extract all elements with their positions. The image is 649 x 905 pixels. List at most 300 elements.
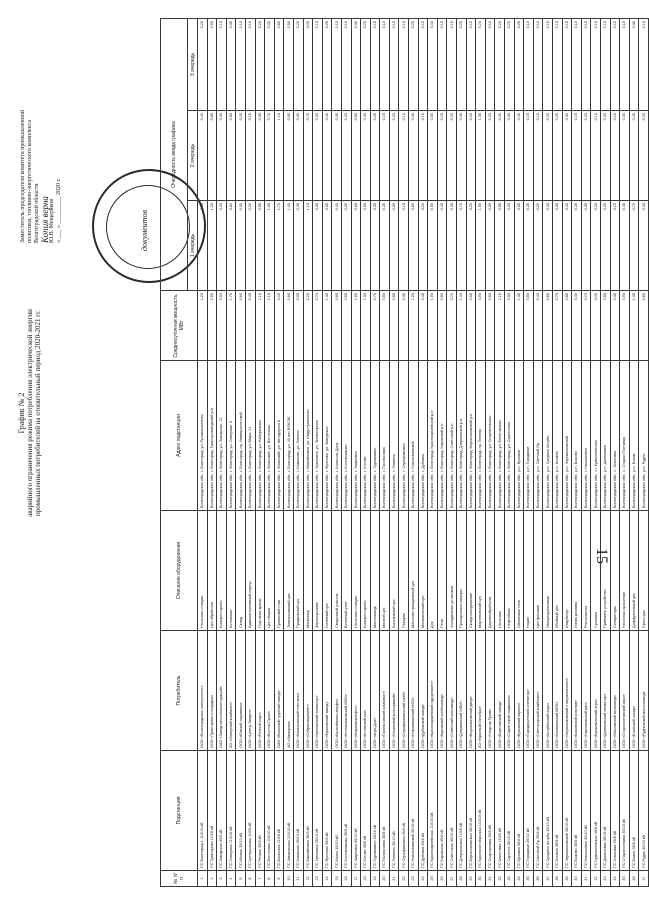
- table-cell: Зерносушилка: [313, 511, 323, 631]
- table-header-row: [161, 18, 188, 886]
- table-row: [562, 18, 572, 886]
- table-cell: 0.20: [600, 111, 610, 201]
- table-cell: 18: [361, 871, 371, 887]
- table-cell: Цех сборки: [265, 511, 275, 631]
- table-cell: 0.40: [322, 111, 332, 201]
- table-row: [236, 18, 246, 886]
- table-cell: 0.75: [370, 291, 380, 361]
- table-cell: Волгоградская обл., г. Волгоград, ул. Заводская, 12: [217, 361, 227, 511]
- table-cell: 0.20: [341, 111, 351, 201]
- table-cell: 0.15: [543, 18, 553, 110]
- table-row: [437, 18, 447, 886]
- table-row: [313, 18, 323, 886]
- table-cell: Волгоградская обл., г. Волгоград, Тракторозаводский р-н: [207, 361, 217, 511]
- table-cell: 0.70: [581, 291, 591, 361]
- table-cell: 0.45: [629, 111, 639, 201]
- table-cell: Волгоградская обл., г. Фролово, ул. Заводская: [322, 361, 332, 511]
- table-cell: 0.20: [361, 18, 371, 110]
- table-row: [409, 18, 419, 886]
- table-cell: Волгоградская обл., г. Палласовка: [380, 361, 390, 511]
- table-cell: Волгоградская обл., г. Николаевск: [581, 361, 591, 511]
- table-cell: 0.70: [313, 291, 323, 361]
- table-cell: ПС Светлый Яр 35/6 кВ: [533, 751, 543, 871]
- table-row: [389, 18, 399, 886]
- table-cell: ООО «Центр-Энерго»: [245, 631, 255, 751]
- table-cell: ООО «Иловлинский МПК»: [552, 631, 562, 751]
- table-cell: 37: [543, 871, 553, 887]
- table-cell: ООО «Ленинский консервный»: [389, 631, 399, 751]
- table-cell: 0.15: [447, 18, 457, 110]
- table-cell: 0.10: [639, 18, 649, 110]
- table-cell: ПС Восточная 110/10 кВ: [265, 751, 275, 871]
- table-cell: 0.15: [418, 111, 428, 201]
- table-row: [380, 18, 390, 886]
- table-cell: Волгоградская обл., г. Волгоград, ул. Промышленная: [198, 361, 208, 511]
- table-cell: Волгоградская обл., р.п. Иловля: [552, 361, 562, 511]
- table-cell: 0.50: [351, 111, 361, 201]
- approval-line-5: « ___ » _________ 2020 г.: [56, 178, 63, 243]
- table-row: [524, 18, 534, 886]
- table-cell: ООО «Спартак-Пром»: [485, 631, 495, 751]
- table-cell: 0.35: [313, 201, 323, 291]
- table-row: [600, 18, 610, 886]
- table-cell: Волгоградская обл., р.п. Даниловка: [600, 361, 610, 511]
- table-cell: 0.20: [447, 111, 457, 201]
- table-cell: ООО «Городищенский элеватор»: [524, 631, 534, 751]
- table-cell: Волгоградская обл., г. Ленинск: [389, 361, 399, 511]
- table-cell: 1.40: [457, 291, 467, 361]
- table-cell: ООО «Советский молзавод»: [447, 631, 457, 751]
- table-cell: 0.45: [514, 111, 524, 201]
- table-cell: ООО «Урюпинский элеватор»: [313, 631, 323, 751]
- header-address: Адрес подстанции: [161, 361, 198, 511]
- table-cell: Волгоградская обл., г. Волгоград, Дзержинский р-н: [457, 361, 467, 511]
- table-cell: 0.50: [361, 201, 371, 291]
- table-cell: ПС Серафимович 35/6 кВ: [399, 751, 409, 871]
- table-cell: 1.40: [284, 201, 294, 291]
- table-cell: ПС Волжская 110/6 кВ: [274, 751, 284, 871]
- table-cell: Компрессорная: [217, 511, 227, 631]
- table-cell: ООО «Старополтавский агро»: [620, 631, 630, 751]
- table-cell: ПС Рудня 35/10 кВ: [639, 751, 649, 871]
- table-cell: Насосная: [495, 511, 505, 631]
- table-cell: 1.05: [361, 291, 371, 361]
- table-cell: 1: [198, 871, 208, 887]
- table-cell: 0.45: [572, 291, 582, 361]
- table-cell: Волгоградская обл., г. Суровикино: [370, 361, 380, 511]
- table-cell: Волгоградская обл., г. Калач-на-Дону: [332, 361, 342, 511]
- table-row: [543, 18, 553, 886]
- table-cell: 0.15: [552, 18, 562, 110]
- table-cell: 0.15: [370, 18, 380, 110]
- table-cell: ООО «Волгоградская электросеть»: [198, 631, 208, 751]
- table-cell: 0.15: [620, 18, 630, 110]
- table-cell: 19: [370, 871, 380, 887]
- table-cell: 0.25: [524, 201, 534, 291]
- table-cell: 0.35: [581, 201, 591, 291]
- table-cell: ООО «Себряковцемент»: [303, 631, 313, 751]
- table-cell: 5: [236, 871, 246, 887]
- table-cell: 0.95: [293, 291, 303, 361]
- table-cell: 43: [600, 871, 610, 887]
- table-cell: ООО «Руднянский маслозавод»: [639, 631, 649, 751]
- table-cell: 0.40: [437, 201, 447, 291]
- table-cell: Сушилка: [591, 511, 601, 631]
- table-cell: Волгоградская обл., ст. Кумылженская: [591, 361, 601, 511]
- table-cell: 27: [447, 871, 457, 887]
- table-cell: 0.30: [505, 111, 515, 201]
- table-cell: 0.10: [591, 18, 601, 110]
- table-cell: ООО «Сарептский терминал»: [505, 631, 515, 751]
- table-cell: ПС Северная 110/10 кВ: [226, 751, 236, 871]
- table-cell: 13: [313, 871, 323, 887]
- table-cell: Механический цех: [418, 511, 428, 631]
- table-cell: Компрессорная: [361, 511, 371, 631]
- table-cell: 0.25: [457, 18, 467, 110]
- table-row: [198, 18, 208, 886]
- table-cell: Волгоградская обл., р.п. Городище: [524, 361, 534, 511]
- table-cell: 29: [466, 871, 476, 887]
- table-cell: ПС Котельниково 35/6 кВ: [341, 751, 351, 871]
- table-cell: 0.15: [572, 111, 582, 201]
- table-cell: Котельная: [226, 511, 236, 631]
- table-cell: 0.40: [428, 18, 438, 110]
- table-cell: 0.55: [600, 291, 610, 361]
- table-cell: Насосная орошения: [620, 511, 630, 631]
- header-q1: 1 очередь: [188, 201, 198, 291]
- header-queue: Очерёдность ввода графика: [161, 18, 188, 290]
- table-cell: ООО «Калачёвская верфь»: [332, 631, 342, 751]
- table-cell: 21: [389, 871, 399, 887]
- table-cell: Волгоградская обл., р.п. Елань: [629, 361, 639, 511]
- table-cell: 0.45: [245, 291, 255, 361]
- table-cell: Волгоградская обл., г. Жирновск: [351, 361, 361, 511]
- table-cell: Литейный цех: [322, 511, 332, 631]
- table-cell: 0.35: [552, 201, 562, 291]
- table-cell: 0.35: [370, 201, 380, 291]
- table-cell: 0.60: [198, 201, 208, 291]
- table-cell: 2.10: [265, 291, 275, 361]
- table-cell: 0.70: [476, 18, 486, 110]
- table-cell: 0.35: [399, 291, 409, 361]
- title-line-2: аварийного ограничения режима потребления электрической энергии: [26, 309, 34, 517]
- table-cell: ПС Старополтавка 35/10 кВ: [620, 751, 630, 871]
- table-cell: ПС Кумылженская 35/6 кВ: [591, 751, 601, 871]
- table-cell: Склад: [236, 511, 246, 631]
- table-cell: ПС Калач 35/10 кВ: [332, 751, 342, 871]
- table-cell: Печи: [437, 511, 447, 631]
- table-cell: Волгоградская обл., р.п. Рудня: [639, 361, 649, 511]
- table-cell: 0.30: [389, 201, 399, 291]
- table-cell: ПС Краснооктябрьская 110/10 кВ: [476, 751, 486, 871]
- table-cell: 0.25: [437, 111, 447, 201]
- table-body: [198, 18, 649, 886]
- table-cell: 0.15: [380, 111, 390, 201]
- table-cell: ПС Кировская 35/6 кВ: [437, 751, 447, 871]
- table-row: [418, 18, 428, 886]
- table-row: [572, 18, 582, 886]
- table-cell: 0.85: [562, 291, 572, 361]
- table-cell: 1.00: [265, 201, 275, 291]
- table-cell: 0.30: [629, 18, 639, 110]
- table-cell: 0.45: [457, 111, 467, 201]
- table-cell: ПС Ворошиловская 35/10 кВ: [466, 751, 476, 871]
- table-cell: 0.80: [437, 291, 447, 361]
- table-cell: 0.55: [495, 201, 505, 291]
- table-cell: 15: [332, 871, 342, 887]
- table-cell: 0.20: [198, 18, 208, 110]
- table-cell: 0.30: [217, 111, 227, 201]
- table-cell: ПС Дубовка 35/6 кВ: [418, 751, 428, 871]
- table-cell: 0.20: [418, 201, 428, 291]
- table-cell: 0.20: [591, 201, 601, 291]
- table-cell: ПС Суровикино 35/10 кВ: [370, 751, 380, 871]
- table-cell: 0.50: [524, 291, 534, 361]
- table-cell: 1.45: [629, 291, 639, 361]
- table-cell: 0.35: [447, 201, 457, 291]
- table-cell: Волгоградская обл., г. Урюпинск, ул. Элеваторная: [313, 361, 323, 511]
- page-number: 15: [593, 548, 610, 564]
- table-row: [303, 18, 313, 886]
- table-cell: Мартеновский цех: [476, 511, 486, 631]
- table-row: [514, 18, 524, 886]
- table-cell: ООО «Красноармейский судоремонт»: [428, 631, 438, 751]
- table-cell: 1.30: [322, 291, 332, 361]
- table-cell: 14: [322, 871, 332, 887]
- table-cell: 0.10: [341, 18, 351, 110]
- table-cell: Волгоградская обл., р.п. Светлый Яр: [533, 361, 543, 511]
- table-cell: 0.30: [639, 201, 649, 291]
- table-cell: 0.40: [303, 18, 313, 110]
- table-cell: ООО «Речной порт»: [255, 631, 265, 751]
- table-cell: Волгоградская обл., р.п. Ерзовка: [514, 361, 524, 511]
- table-cell: ООО «Быковский консерв»: [572, 631, 582, 751]
- table-row: [591, 18, 601, 886]
- table-row: [226, 18, 236, 886]
- table-cell: Склад-холодильник: [466, 511, 476, 631]
- table-cell: 0.80: [226, 201, 236, 291]
- table-cell: Рисоочистка: [581, 511, 591, 631]
- table-cell: Волгоградская обл., г. Волжский, ул. Автодорога 6: [274, 361, 284, 511]
- header-center: Подстанция: [161, 751, 198, 871]
- table-cell: Цех фасовки: [533, 511, 543, 631]
- table-cell: ПС Михайловка 35/6 кВ: [303, 751, 313, 871]
- table-row: [332, 18, 342, 886]
- table-cell: Нория: [524, 511, 534, 631]
- table-cell: Волгоградская обл., с. Старая Полтавка: [620, 361, 630, 511]
- table-cell: ООО «Котельниковский ЖБИ»: [341, 631, 351, 751]
- table-cell: 0.20: [543, 111, 553, 201]
- table-row: [533, 18, 543, 886]
- table-cell: 1.75: [226, 291, 236, 361]
- table-cell: ПС Тракторная 110/6 кВ: [207, 751, 217, 871]
- table-row: [322, 18, 332, 886]
- table-row: [207, 18, 217, 886]
- table-cell: ООО «Тракторная площадка»: [207, 631, 217, 751]
- table-cell: 0.20: [533, 201, 543, 291]
- approval-line-3: Волгоградской области: [34, 183, 41, 243]
- table-cell: 0.10: [418, 18, 428, 110]
- table-cell: ООО «Фроловский завод»: [322, 631, 332, 751]
- table-cell: 0.10: [245, 18, 255, 110]
- table-row: [447, 18, 457, 886]
- table-cell: 0.30: [485, 201, 495, 291]
- table-row: [495, 18, 505, 886]
- table-cell: 1.20: [198, 291, 208, 361]
- table-cell: 0.10: [610, 18, 620, 110]
- table-cell: 0.40: [332, 201, 342, 291]
- table-cell: 0.55: [466, 291, 476, 361]
- table-row: [476, 18, 486, 886]
- table-cell: 0.50: [207, 18, 217, 110]
- table-cell: 0.45: [418, 291, 428, 361]
- table-cell: 0.40: [533, 291, 543, 361]
- table-cell: АО «Химпром»: [284, 631, 294, 751]
- table-cell: 0.70: [447, 291, 457, 361]
- table-row: [245, 18, 255, 886]
- table-cell: 1.30: [476, 111, 486, 201]
- table-cell: 1.20: [207, 201, 217, 291]
- table-cell: 3.40: [274, 291, 284, 361]
- table-cell: 0.25: [600, 201, 610, 291]
- table-cell: Волгоградская обл., г. Котельниково: [341, 361, 351, 511]
- approval-signature: Копия верна: [39, 196, 50, 243]
- table-row: [265, 18, 275, 886]
- table-cell: 38: [552, 871, 562, 887]
- table-cell: 0.20: [485, 111, 495, 201]
- table-cell: 2.50: [207, 291, 217, 361]
- table-cell: 0.10: [610, 111, 620, 201]
- table-cell: 0.10: [591, 111, 601, 201]
- table-cell: 9: [274, 871, 284, 887]
- table-cell: Волгоградская обл., р.п. Быково: [572, 361, 582, 511]
- table-row: [293, 18, 303, 886]
- table-cell: Маслоэкстракционный цех: [409, 511, 419, 631]
- table-cell: ПС Фролово 35/6 кВ: [322, 751, 332, 871]
- table-cell: 0.25: [370, 111, 380, 201]
- table-cell: 1.10: [274, 111, 284, 201]
- table-cell: Нефтебаза: [505, 511, 515, 631]
- table-cell: 0.70: [629, 201, 639, 291]
- table-cell: 0.60: [274, 18, 284, 110]
- table-cell: ПС Палласовка 35/6 кВ: [380, 751, 390, 871]
- table-cell: 0.80: [207, 111, 217, 201]
- table-cell: 0.20: [505, 18, 515, 110]
- table-cell: 0.15: [313, 18, 323, 110]
- table-row: [351, 18, 361, 886]
- table-row: [466, 18, 476, 886]
- table-cell: 0.60: [226, 111, 236, 201]
- table-cell: ООО «Ольховский молзавод»: [610, 631, 620, 751]
- table-cell: 32: [495, 871, 505, 887]
- table-cell: ОАО «Волжский трубный завод»: [274, 631, 284, 751]
- table-cell: Овощехранилище: [543, 511, 553, 631]
- table-cell: ООО «Светлоярский комбинат»: [533, 631, 543, 751]
- table-cell: 1.15: [495, 291, 505, 361]
- table-cell: Волгоградская обл., г. Волгоград, пр. Университетский: [236, 361, 246, 511]
- table-cell: Волгоградская обл., г. Волгоград, ул. Бекетовская: [495, 361, 505, 511]
- table-cell: 0.40: [409, 111, 419, 201]
- table-cell: 17: [351, 871, 361, 887]
- table-cell: Пекарня: [399, 511, 409, 631]
- table-cell: ПС Южная 35/10 кВ: [236, 751, 246, 871]
- table-cell: Волгоградская обл., р.п. Чернышковский: [562, 361, 572, 511]
- table-cell: Волгоградская обл., г. Новоаннинский: [409, 361, 419, 511]
- table-cell: ООО «Серафимовичский хлеб»: [399, 631, 409, 751]
- table-cell: 0.25: [514, 18, 524, 110]
- table-cell: 0.15: [245, 111, 255, 201]
- table-row: [581, 18, 591, 886]
- table-cell: 0.20: [389, 111, 399, 201]
- table-cell: 0.10: [466, 18, 476, 110]
- table-cell: 20: [380, 871, 390, 887]
- table-cell: ПС Ольховка 35/6 кВ: [610, 751, 620, 871]
- table-cell: 0.10: [533, 18, 543, 110]
- table-cell: 1.60: [351, 291, 361, 361]
- table-cell: 41: [581, 871, 591, 887]
- table-cell: Мясной цех: [380, 511, 390, 631]
- approval-line-2: политики, топливно-энергетического комплекса: [27, 120, 34, 243]
- table-cell: Диффузионный цех: [629, 511, 639, 631]
- table-cell: 0.40: [562, 201, 572, 291]
- table-cell: 0.15: [562, 18, 572, 110]
- table-row: [370, 18, 380, 886]
- table-cell: Холодильная установка: [447, 511, 457, 631]
- table-cell: 16: [341, 871, 351, 887]
- table-cell: 25: [428, 871, 438, 887]
- table-row: [639, 18, 649, 886]
- table-cell: 30: [476, 871, 486, 887]
- table-cell: 0.30: [351, 18, 361, 110]
- table-cell: Инкубатор: [562, 511, 572, 631]
- table-row: [505, 18, 515, 886]
- table-cell: 45: [620, 871, 630, 887]
- header-q2: 2 очередь: [188, 111, 198, 201]
- table-cell: АО «Северный комбинат»: [226, 631, 236, 751]
- table-cell: Маслозавод: [370, 511, 380, 631]
- table-cell: 0.45: [293, 201, 303, 291]
- table-cell: 0.85: [332, 291, 342, 361]
- table-cell: 24: [418, 871, 428, 887]
- table-cell: 42: [591, 871, 601, 887]
- table-cell: ПС Дзержинская 110/6 кВ: [457, 751, 467, 871]
- approval-block: [20, 23, 63, 243]
- table-cell: 0.25: [341, 201, 351, 291]
- table-cell: 0.25: [466, 201, 476, 291]
- table-cell: 0.30: [543, 201, 553, 291]
- table-cell: ПС Сарепта 35/10 кВ: [505, 751, 515, 871]
- table-cell: 1.90: [476, 201, 486, 291]
- table-cell: 0.20: [255, 18, 265, 110]
- table-cell: 0.45: [505, 201, 515, 291]
- table-cell: ООО «Агро-Дон»: [370, 631, 380, 751]
- table-cell: 0.20: [236, 111, 246, 201]
- title-line-3: промышленных потребителей на отопительный период 2020-2021 гг.: [34, 310, 42, 516]
- table-cell: 0.10: [524, 18, 534, 110]
- table-cell: 0.30: [236, 201, 246, 291]
- table-cell: ПС Новоаннинский 35/10 кВ: [409, 751, 419, 871]
- table-cell: ПС Заводская 35/6 кВ: [217, 751, 227, 871]
- table-cell: 0.30: [293, 111, 303, 201]
- table-cell: 0.55: [255, 201, 265, 291]
- table-cell: ООО «Ахтубинский агро»: [543, 631, 553, 751]
- table-cell: 2.80: [284, 291, 294, 361]
- table-cell: ООО «Чернышковский птицекомплекс»: [562, 631, 572, 751]
- table-cell: 0.55: [341, 291, 351, 361]
- table-cell: 0.35: [610, 291, 620, 361]
- table-cell: 0.65: [543, 291, 553, 361]
- table-cell: 0.20: [495, 18, 505, 110]
